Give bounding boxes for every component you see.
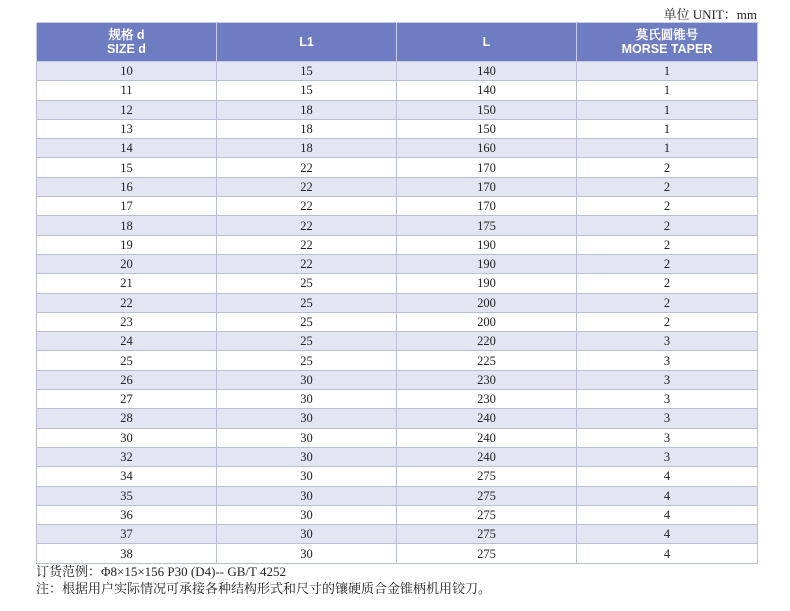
- cell-l1: 25: [217, 332, 397, 351]
- cell-morse-taper: 2: [577, 293, 758, 312]
- cell-size: 22: [37, 293, 217, 312]
- cell-l1: 18: [217, 119, 397, 138]
- table-row: [37, 525, 758, 544]
- cell-l1: 30: [217, 409, 397, 428]
- cell-l: 275: [397, 505, 577, 524]
- cell-l1: 18: [217, 139, 397, 158]
- order-example-code: Φ8×15×156 P30 (D4)-- GB/T 4252: [101, 564, 286, 579]
- cell-l1: 30: [217, 370, 397, 389]
- table-row: [37, 351, 758, 370]
- cell-morse-taper: 3: [577, 428, 758, 447]
- cell-l: 220: [397, 332, 577, 351]
- cell-morse-taper: 1: [577, 81, 758, 100]
- cell-l1: 22: [217, 177, 397, 196]
- header-l: [397, 23, 577, 62]
- cell-l1: 30: [217, 390, 397, 409]
- header-morse-cn: 莫氏圆锥号: [635, 28, 699, 42]
- cell-size: 10: [37, 62, 217, 81]
- cell-l: 140: [397, 81, 577, 100]
- cell-size: 34: [37, 467, 217, 486]
- cell-size: 18: [37, 216, 217, 235]
- cell-morse-taper: 2: [577, 254, 758, 273]
- cell-size: 19: [37, 235, 217, 254]
- cell-size: 24: [37, 332, 217, 351]
- order-example-line: [36, 563, 491, 581]
- table-row: [37, 119, 758, 138]
- cell-l: 150: [397, 119, 577, 138]
- cell-l: 240: [397, 409, 577, 428]
- cell-size: 20: [37, 254, 217, 273]
- cell-size: 11: [37, 81, 217, 100]
- table-row: [37, 62, 758, 81]
- cell-size: 12: [37, 100, 217, 119]
- header-morse-taper: [577, 23, 758, 62]
- cell-morse-taper: 3: [577, 332, 758, 351]
- cell-l: 240: [397, 447, 577, 466]
- unit-label: 单位 UNIT：mm: [663, 7, 757, 22]
- table-row: [37, 197, 758, 216]
- cell-morse-taper: 2: [577, 177, 758, 196]
- cell-l1: 18: [217, 100, 397, 119]
- cell-l1: 25: [217, 312, 397, 331]
- cell-l: 225: [397, 351, 577, 370]
- cell-l: 190: [397, 274, 577, 293]
- cell-l1: 22: [217, 216, 397, 235]
- header-row: [37, 23, 758, 62]
- cell-l: 275: [397, 486, 577, 505]
- table-row: [37, 81, 758, 100]
- cell-morse-taper: 3: [577, 370, 758, 389]
- cell-morse-taper: 4: [577, 505, 758, 524]
- cell-morse-taper: 1: [577, 139, 758, 158]
- table-row: [37, 158, 758, 177]
- cell-l: 275: [397, 467, 577, 486]
- header-l1-label: L1: [299, 35, 314, 49]
- header-size-en: SIZE d: [107, 42, 146, 56]
- header-l-label: L: [482, 35, 491, 49]
- cell-l1: 30: [217, 467, 397, 486]
- cell-morse-taper: 4: [577, 525, 758, 544]
- table-row: [37, 370, 758, 389]
- cell-size: 36: [37, 505, 217, 524]
- cell-l: 275: [397, 525, 577, 544]
- cell-l1: 30: [217, 505, 397, 524]
- cell-l1: 30: [217, 544, 397, 563]
- cell-size: 16: [37, 177, 217, 196]
- cell-size: 35: [37, 486, 217, 505]
- remark-line: 注：根据用户实际情况可承接各种结构形式和尺寸的镶硬质合金锥柄机用铰刀。: [36, 582, 492, 597]
- cell-l1: 30: [217, 486, 397, 505]
- cell-morse-taper: 1: [577, 62, 758, 81]
- cell-l1: 22: [217, 158, 397, 177]
- cell-morse-taper: 2: [577, 216, 758, 235]
- cell-morse-taper: 4: [577, 486, 758, 505]
- cell-l: 230: [397, 390, 577, 409]
- cell-size: 17: [37, 197, 217, 216]
- table-row: [37, 274, 758, 293]
- table-row: [37, 312, 758, 331]
- cell-l: 190: [397, 235, 577, 254]
- table-row: [37, 390, 758, 409]
- table-row: [37, 254, 758, 273]
- cell-size: 13: [37, 119, 217, 138]
- cell-l1: 30: [217, 447, 397, 466]
- cell-l: 150: [397, 100, 577, 119]
- cell-size: 23: [37, 312, 217, 331]
- table-body: [37, 62, 758, 564]
- table-row: [37, 216, 758, 235]
- cell-morse-taper: 2: [577, 312, 758, 331]
- cell-l1: 15: [217, 81, 397, 100]
- cell-l: 170: [397, 197, 577, 216]
- table-row: [37, 544, 758, 563]
- cell-morse-taper: 2: [577, 235, 758, 254]
- cell-l: 230: [397, 370, 577, 389]
- cell-l: 175: [397, 216, 577, 235]
- cell-l1: 25: [217, 274, 397, 293]
- cell-morse-taper: 3: [577, 409, 758, 428]
- cell-morse-taper: 1: [577, 119, 758, 138]
- cell-l: 160: [397, 139, 577, 158]
- cell-morse-taper: 2: [577, 274, 758, 293]
- header-l1: [217, 23, 397, 62]
- cell-l1: 22: [217, 254, 397, 273]
- header-size-cn: 规格 d: [108, 28, 145, 42]
- cell-morse-taper: 2: [577, 197, 758, 216]
- table-row: [37, 293, 758, 312]
- cell-size: 27: [37, 390, 217, 409]
- cell-size: 21: [37, 274, 217, 293]
- cell-l1: 15: [217, 62, 397, 81]
- cell-morse-taper: 2: [577, 158, 758, 177]
- cell-size: 38: [37, 544, 217, 563]
- cell-l: 170: [397, 177, 577, 196]
- cell-size: 30: [37, 428, 217, 447]
- cell-l1: 25: [217, 351, 397, 370]
- cell-l1: 30: [217, 428, 397, 447]
- cell-l1: 25: [217, 293, 397, 312]
- table-row: [37, 332, 758, 351]
- cell-morse-taper: 3: [577, 390, 758, 409]
- header-size: [37, 23, 217, 62]
- cell-morse-taper: 4: [577, 544, 758, 563]
- cell-l: 140: [397, 62, 577, 81]
- table-row: [37, 486, 758, 505]
- cell-morse-taper: 3: [577, 447, 758, 466]
- cell-size: 32: [37, 447, 217, 466]
- table-row: [37, 100, 758, 119]
- cell-l: 200: [397, 312, 577, 331]
- cell-size: 25: [37, 351, 217, 370]
- notes: [36, 563, 491, 598]
- cell-l: 170: [397, 158, 577, 177]
- cell-l: 240: [397, 428, 577, 447]
- table-row: [37, 428, 758, 447]
- cell-l1: 30: [217, 525, 397, 544]
- cell-l1: 22: [217, 197, 397, 216]
- table-row: [37, 235, 758, 254]
- cell-morse-taper: 4: [577, 467, 758, 486]
- cell-morse-taper: 3: [577, 351, 758, 370]
- cell-size: 28: [37, 409, 217, 428]
- cell-l: 275: [397, 544, 577, 563]
- cell-size: 37: [37, 525, 217, 544]
- order-example-label: 订货范例：: [36, 565, 102, 580]
- table-row: [37, 177, 758, 196]
- spec-table: [36, 22, 758, 564]
- cell-l: 200: [397, 293, 577, 312]
- cell-size: 15: [37, 158, 217, 177]
- table-row: [37, 467, 758, 486]
- header-morse-en: MORSE TAPER: [621, 42, 713, 56]
- table-row: [37, 505, 758, 524]
- table-row: [37, 409, 758, 428]
- table-row: [37, 447, 758, 466]
- cell-l: 190: [397, 254, 577, 273]
- table-row: [37, 139, 758, 158]
- cell-morse-taper: 1: [577, 100, 758, 119]
- cell-size: 14: [37, 139, 217, 158]
- cell-size: 26: [37, 370, 217, 389]
- cell-l1: 22: [217, 235, 397, 254]
